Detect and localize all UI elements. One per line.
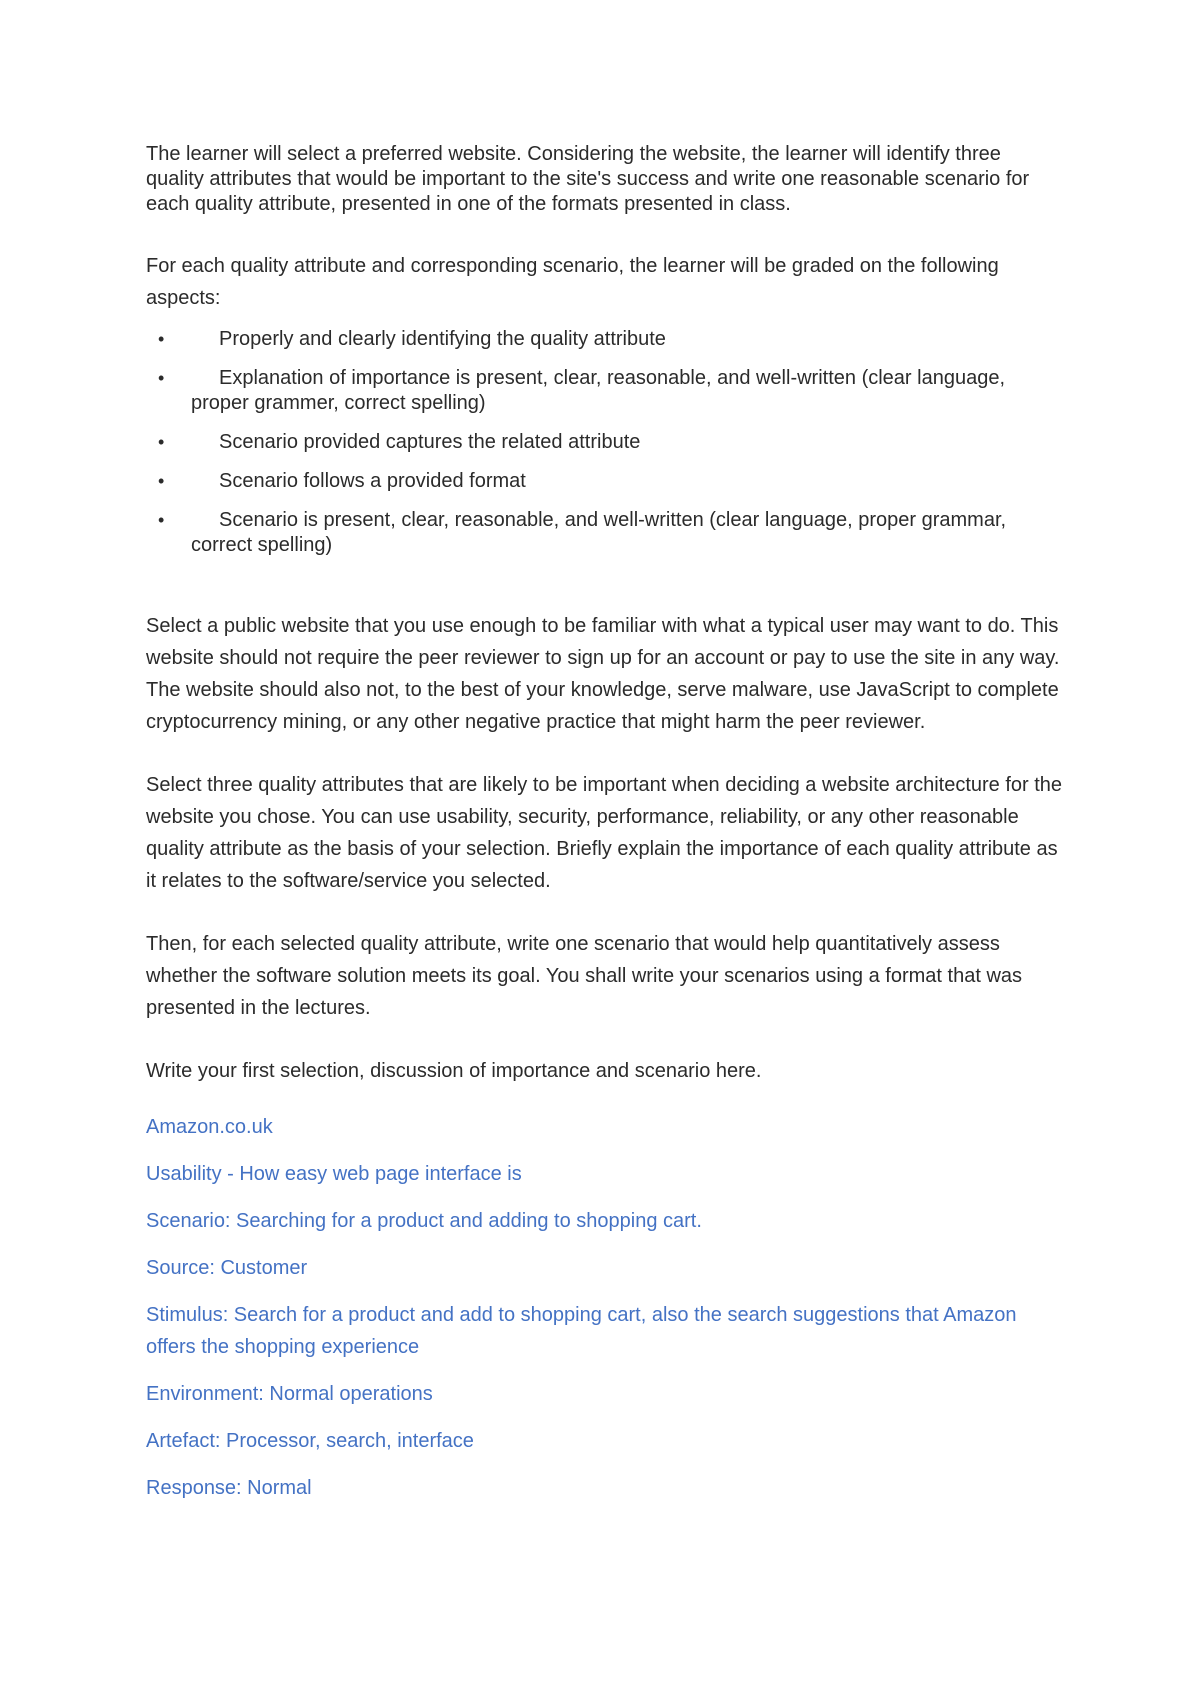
- list-item-text: Scenario is present, clear, reasonable, and well-written (clear language, proper grammar, correct spelling): [191, 509, 1007, 556]
- write-first-paragraph: Write your first selection, discussion of importance and scenario here.: [146, 1060, 762, 1082]
- answer-attribute: Usability - How easy web page interface is: [146, 1163, 522, 1185]
- list-item-text: Properly and clearly identifying the quality attribute: [219, 328, 666, 350]
- answer-scenario: Scenario: Searching for a product and adding to shopping cart.: [146, 1210, 702, 1232]
- answer-response: Response: Normal: [146, 1477, 312, 1499]
- grading-intro-paragraph: For each quality attribute and corresponding scenario, the learner will be graded on the following aspects:: [146, 255, 999, 309]
- list-item-text: Explanation of importance is present, clear, reasonable, and well-written (clear language, proper grammer, correct spelling): [191, 367, 1005, 414]
- list-item-text: Scenario provided captures the related attribute: [219, 431, 641, 453]
- list-item: [146, 430, 1064, 455]
- list-item: [146, 469, 1064, 494]
- list-item: [146, 508, 1064, 558]
- bullet-icon: •: [158, 329, 165, 349]
- bullet-icon: •: [158, 510, 165, 530]
- answer-website: Amazon.co.uk: [146, 1116, 273, 1138]
- bullet-icon: •: [158, 368, 165, 388]
- answer-environment: Environment: Normal operations: [146, 1383, 433, 1405]
- select-website-paragraph: Select a public website that you use enough to be familiar with what a typical user may want to do. This website should not require the peer reviewer to sign up for an account or pay to use the site in any way. The website should also not, to the best of your knowledge, serve malware, use JavaScript to complete cryptocurrency mining, or any other negative practice that might harm the peer reviewer.: [146, 615, 1060, 733]
- list-item: [146, 327, 1064, 352]
- list-item-text: Scenario follows a provided format: [219, 470, 526, 492]
- grading-criteria-list: [146, 327, 1064, 558]
- intro-paragraph: The learner will select a preferred website. Considering the website, the learner will identify three quality attributes that would be important to the site's success and write one reasonable scenario for each quality attribute, presented in one of the formats presented in class.: [146, 143, 1030, 215]
- bullet-icon: •: [158, 471, 165, 491]
- answer-source: Source: Customer: [146, 1257, 308, 1279]
- answer-artefact: Artefact: Processor, search, interface: [146, 1430, 474, 1452]
- write-scenario-paragraph: Then, for each selected quality attribute, write one scenario that would help quantitatively assess whether the software solution meets its goal. You shall write your scenarios using a format that was presented in the lectures.: [146, 933, 1023, 1019]
- select-attributes-paragraph: Select three quality attributes that are likely to be important when deciding a website architecture for the website you chose. You can use usability, security, performance, reliability, or any other reasonable quality attribute as the basis of your selection. Briefly explain the importance of each quality attribute as it relates to the software/service you selected.: [146, 774, 1063, 892]
- answer-stimulus: Stimulus: Search for a product and add to shopping cart, also the search suggestions that Amazon offers the shopping experience: [146, 1304, 1017, 1358]
- document-page: [146, 142, 1064, 1504]
- list-item: [146, 366, 1064, 416]
- bullet-icon: •: [158, 432, 165, 452]
